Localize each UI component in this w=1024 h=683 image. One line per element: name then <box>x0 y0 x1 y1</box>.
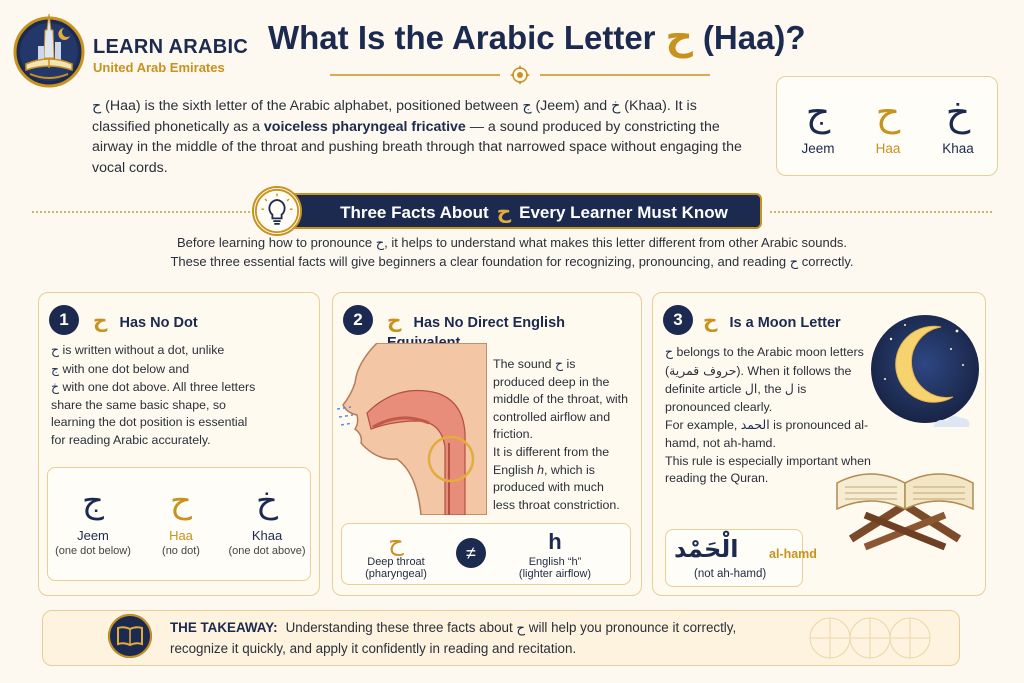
letter-jeem: ج Jeem <box>801 90 835 156</box>
not-equal-icon: ≠ <box>456 538 486 568</box>
brand-subtitle: United Arab Emirates <box>93 60 225 75</box>
brand-name: LEARN ARABIC <box>93 36 249 58</box>
letter-khaa: خ Khaa <box>942 90 974 156</box>
fact-number: 3 <box>663 305 693 335</box>
example-transliteration: al-hamd <box>769 547 817 561</box>
fact-card-1 <box>38 292 320 596</box>
sound-comparison-box <box>341 523 631 585</box>
book-icon <box>108 614 152 658</box>
fact-text: ح is written without a dot, unlike ج with one dot below and خ with one dot above. All three letters share the same basic shape, so learning the dot position is essential for reading Arabic accurately. <box>51 342 256 448</box>
takeaway-text: THE TAKEAWAY: Understanding these three facts about ح will help you pronounce it correctly, recognize it quickly, and apply it confidently in reading and recitation. <box>170 620 737 657</box>
ornament-icon <box>330 64 710 86</box>
fact-title: ح Is a Moon Letter <box>703 308 841 332</box>
facts-intro-text: Before learning how to pronounce ح, it helps to understand what makes this letter different from other Arabic sounds. These three essential facts will give beginners a clear foundation for recognizing, pronouncing, and reading ح correctly. <box>170 235 854 271</box>
moon-icon <box>871 309 981 441</box>
letter-jeem: ج Jeem (one dot below) <box>55 481 131 557</box>
lightbulb-icon <box>252 186 302 236</box>
letter-haa: ح Haa (no dot) <box>162 481 200 557</box>
fact-number: 2 <box>343 305 373 335</box>
letters-dots-box <box>47 467 311 581</box>
fact-text: ح belongs to the Arabic moon letters (حروف قمرية). When it follows the definite article ال, the ل is pronounced clearly. For example, الحمد is pronounced al-hamd, not ah-hamd. This rule is especially important when reading the Quran. <box>665 344 871 486</box>
letters-comparison-box <box>776 76 998 176</box>
divider-right <box>770 211 992 213</box>
example-word-box: الْحَمْد (not ah-hamd) <box>665 529 803 587</box>
fact-title: ح Has No Dot <box>93 308 198 332</box>
pattern-decoration-icon <box>800 612 956 664</box>
intro-paragraph: ح (Haa) is the sixth letter of the Arabic alphabet, positioned between ج (Jeem) and خ (Khaa). It is classified phonetically as a voiceless pharyngeal fricative — a sound produced by constricting the airway in the middle of the throat and pushing breath through that narrowed space without engaging the vocal cords. <box>92 98 742 177</box>
english-h-sound: h English “h” (lighter airflow) <box>518 529 592 580</box>
fact-card-2 <box>332 292 642 596</box>
letter-khaa: خ Khaa (one dot above) <box>228 481 306 557</box>
fact-title: ح Has No Direct English <box>387 308 565 332</box>
facts-banner: Three Facts About ح Every Learner Must Know <box>258 193 762 229</box>
letter-haa: ح Haa <box>875 90 901 156</box>
pharyngeal-sound: ح Deep throat (pharyngeal) <box>365 528 427 580</box>
fact-text: The sound ح is produced deep in the middle of the throat, with controlled airflow and friction. It is different from the English h, which is produced with much less throat constriction. <box>493 356 628 512</box>
fact-number: 1 <box>49 305 79 335</box>
logo-emblem-icon <box>12 8 86 88</box>
quran-stand-icon <box>831 443 979 555</box>
fact-card-3 <box>652 292 986 596</box>
throat-diagram-icon <box>337 343 487 515</box>
divider-left <box>32 211 254 213</box>
page-title: What Is the Arabic Letter ح (Haa)? <box>268 14 806 58</box>
